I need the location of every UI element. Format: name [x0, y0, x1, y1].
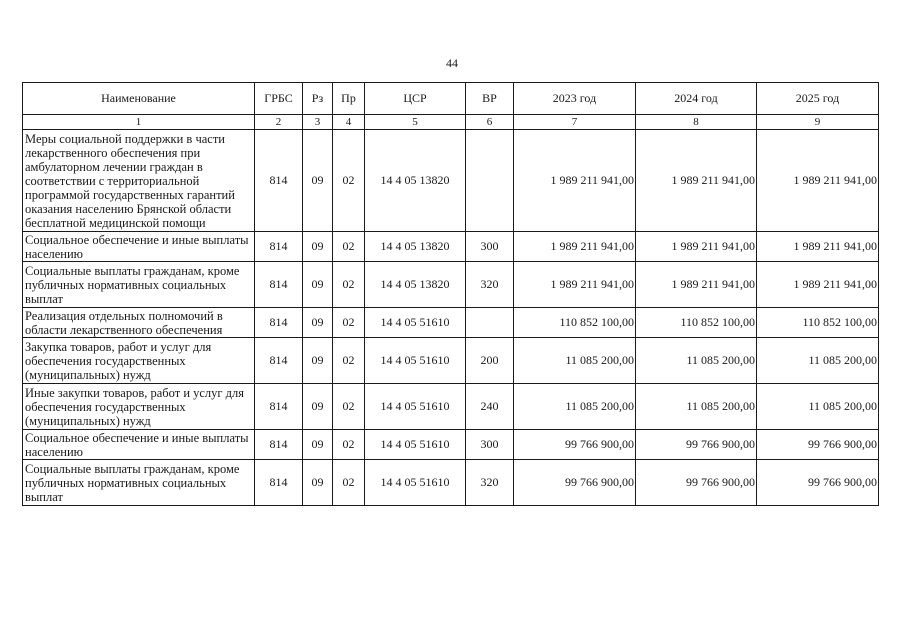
row-amount-2023: 110 852 100,00: [514, 308, 636, 338]
row-rz: 09: [303, 338, 333, 384]
row-amount-2025: 11 085 200,00: [757, 338, 879, 384]
row-grbs: 814: [255, 430, 303, 460]
row-csr: 14 4 05 13820: [365, 262, 466, 308]
row-rz: 09: [303, 308, 333, 338]
header-2023: 2023 год: [514, 83, 636, 115]
row-name: Иные закупки товаров, работ и услуг для обеспечения государственных (муниципальных) нужд: [23, 384, 255, 430]
row-pr: 02: [333, 308, 365, 338]
row-amount-2025: 1 989 211 941,00: [757, 130, 879, 232]
row-amount-2023: 99 766 900,00: [514, 460, 636, 506]
row-grbs: 814: [255, 232, 303, 262]
row-grbs: 814: [255, 308, 303, 338]
column-number: 4: [333, 115, 365, 130]
column-number: 8: [636, 115, 757, 130]
table-row: [23, 232, 879, 262]
table-row: [23, 308, 879, 338]
row-name: Закупка товаров, работ и услуг для обеспечения государственных (муниципальных) нужд: [23, 338, 255, 384]
row-amount-2024: 11 085 200,00: [636, 384, 757, 430]
budget-table: [22, 82, 879, 506]
row-amount-2024: 99 766 900,00: [636, 460, 757, 506]
row-csr: 14 4 05 51610: [365, 384, 466, 430]
row-name: Социальное обеспечение и иные выплаты населению: [23, 430, 255, 460]
row-amount-2024: 11 085 200,00: [636, 338, 757, 384]
row-pr: 02: [333, 384, 365, 430]
row-amount-2023: 99 766 900,00: [514, 430, 636, 460]
row-grbs: 814: [255, 130, 303, 232]
row-csr: 14 4 05 51610: [365, 338, 466, 384]
header-row: [23, 83, 879, 115]
row-csr: 14 4 05 13820: [365, 232, 466, 262]
table-row: [23, 262, 879, 308]
row-amount-2025: 99 766 900,00: [757, 460, 879, 506]
table-row: [23, 460, 879, 506]
table-row: [23, 384, 879, 430]
row-amount-2024: 1 989 211 941,00: [636, 262, 757, 308]
row-name: Социальное обеспечение и иные выплаты населению: [23, 232, 255, 262]
row-rz: 09: [303, 262, 333, 308]
row-rz: 09: [303, 232, 333, 262]
row-rz: 09: [303, 430, 333, 460]
row-vr: 320: [466, 460, 514, 506]
row-vr: 200: [466, 338, 514, 384]
row-grbs: 814: [255, 338, 303, 384]
column-number: 2: [255, 115, 303, 130]
row-amount-2023: 1 989 211 941,00: [514, 262, 636, 308]
column-number: 1: [23, 115, 255, 130]
column-number: 3: [303, 115, 333, 130]
row-amount-2024: 110 852 100,00: [636, 308, 757, 338]
row-amount-2025: 1 989 211 941,00: [757, 232, 879, 262]
header-vr: ВР: [466, 83, 514, 115]
row-name: Социальные выплаты гражданам, кроме публичных нормативных социальных выплат: [23, 460, 255, 506]
row-name: Реализация отдельных полномочий в области лекарственного обеспечения: [23, 308, 255, 338]
row-grbs: 814: [255, 460, 303, 506]
row-grbs: 814: [255, 384, 303, 430]
header-2025: 2025 год: [757, 83, 879, 115]
table-row: [23, 130, 879, 232]
row-amount-2023: 1 989 211 941,00: [514, 232, 636, 262]
row-vr: [466, 130, 514, 232]
header-2024: 2024 год: [636, 83, 757, 115]
row-pr: 02: [333, 338, 365, 384]
row-amount-2023: 11 085 200,00: [514, 384, 636, 430]
row-pr: 02: [333, 262, 365, 308]
row-amount-2025: 11 085 200,00: [757, 384, 879, 430]
row-csr: 14 4 05 51610: [365, 430, 466, 460]
row-name: Социальные выплаты гражданам, кроме публичных нормативных социальных выплат: [23, 262, 255, 308]
row-pr: 02: [333, 460, 365, 506]
header-csr: ЦСР: [365, 83, 466, 115]
row-amount-2025: 99 766 900,00: [757, 430, 879, 460]
row-vr: 240: [466, 384, 514, 430]
column-number: 7: [514, 115, 636, 130]
row-pr: 02: [333, 430, 365, 460]
column-number: 6: [466, 115, 514, 130]
row-name: Меры социальной поддержки в части лекарственного обеспечения при амбулаторном лечении граждан в соответствии с территориальной программой государственных гарантий оказания населению Брянской области бесплатной медицинской помощи: [23, 130, 255, 232]
row-vr: [466, 308, 514, 338]
row-vr: 320: [466, 262, 514, 308]
header-grbs: ГРБС: [255, 83, 303, 115]
row-rz: 09: [303, 460, 333, 506]
row-rz: 09: [303, 130, 333, 232]
table-row: [23, 430, 879, 460]
row-csr: 14 4 05 51610: [365, 308, 466, 338]
row-vr: 300: [466, 430, 514, 460]
row-vr: 300: [466, 232, 514, 262]
row-csr: 14 4 05 51610: [365, 460, 466, 506]
row-amount-2024: 1 989 211 941,00: [636, 130, 757, 232]
row-amount-2024: 99 766 900,00: [636, 430, 757, 460]
column-number: 5: [365, 115, 466, 130]
page-number: 44: [446, 56, 458, 70]
header-name: Наименование: [23, 83, 255, 115]
header-pr: Пр: [333, 83, 365, 115]
row-amount-2025: 110 852 100,00: [757, 308, 879, 338]
row-pr: 02: [333, 130, 365, 232]
header-rz: Рз: [303, 83, 333, 115]
row-rz: 09: [303, 384, 333, 430]
row-csr: 14 4 05 13820: [365, 130, 466, 232]
row-grbs: 814: [255, 262, 303, 308]
row-amount-2024: 1 989 211 941,00: [636, 232, 757, 262]
row-pr: 02: [333, 232, 365, 262]
row-amount-2025: 1 989 211 941,00: [757, 262, 879, 308]
column-number-row: [23, 115, 879, 130]
table-row: [23, 338, 879, 384]
row-amount-2023: 1 989 211 941,00: [514, 130, 636, 232]
row-amount-2023: 11 085 200,00: [514, 338, 636, 384]
column-number: 9: [757, 115, 879, 130]
